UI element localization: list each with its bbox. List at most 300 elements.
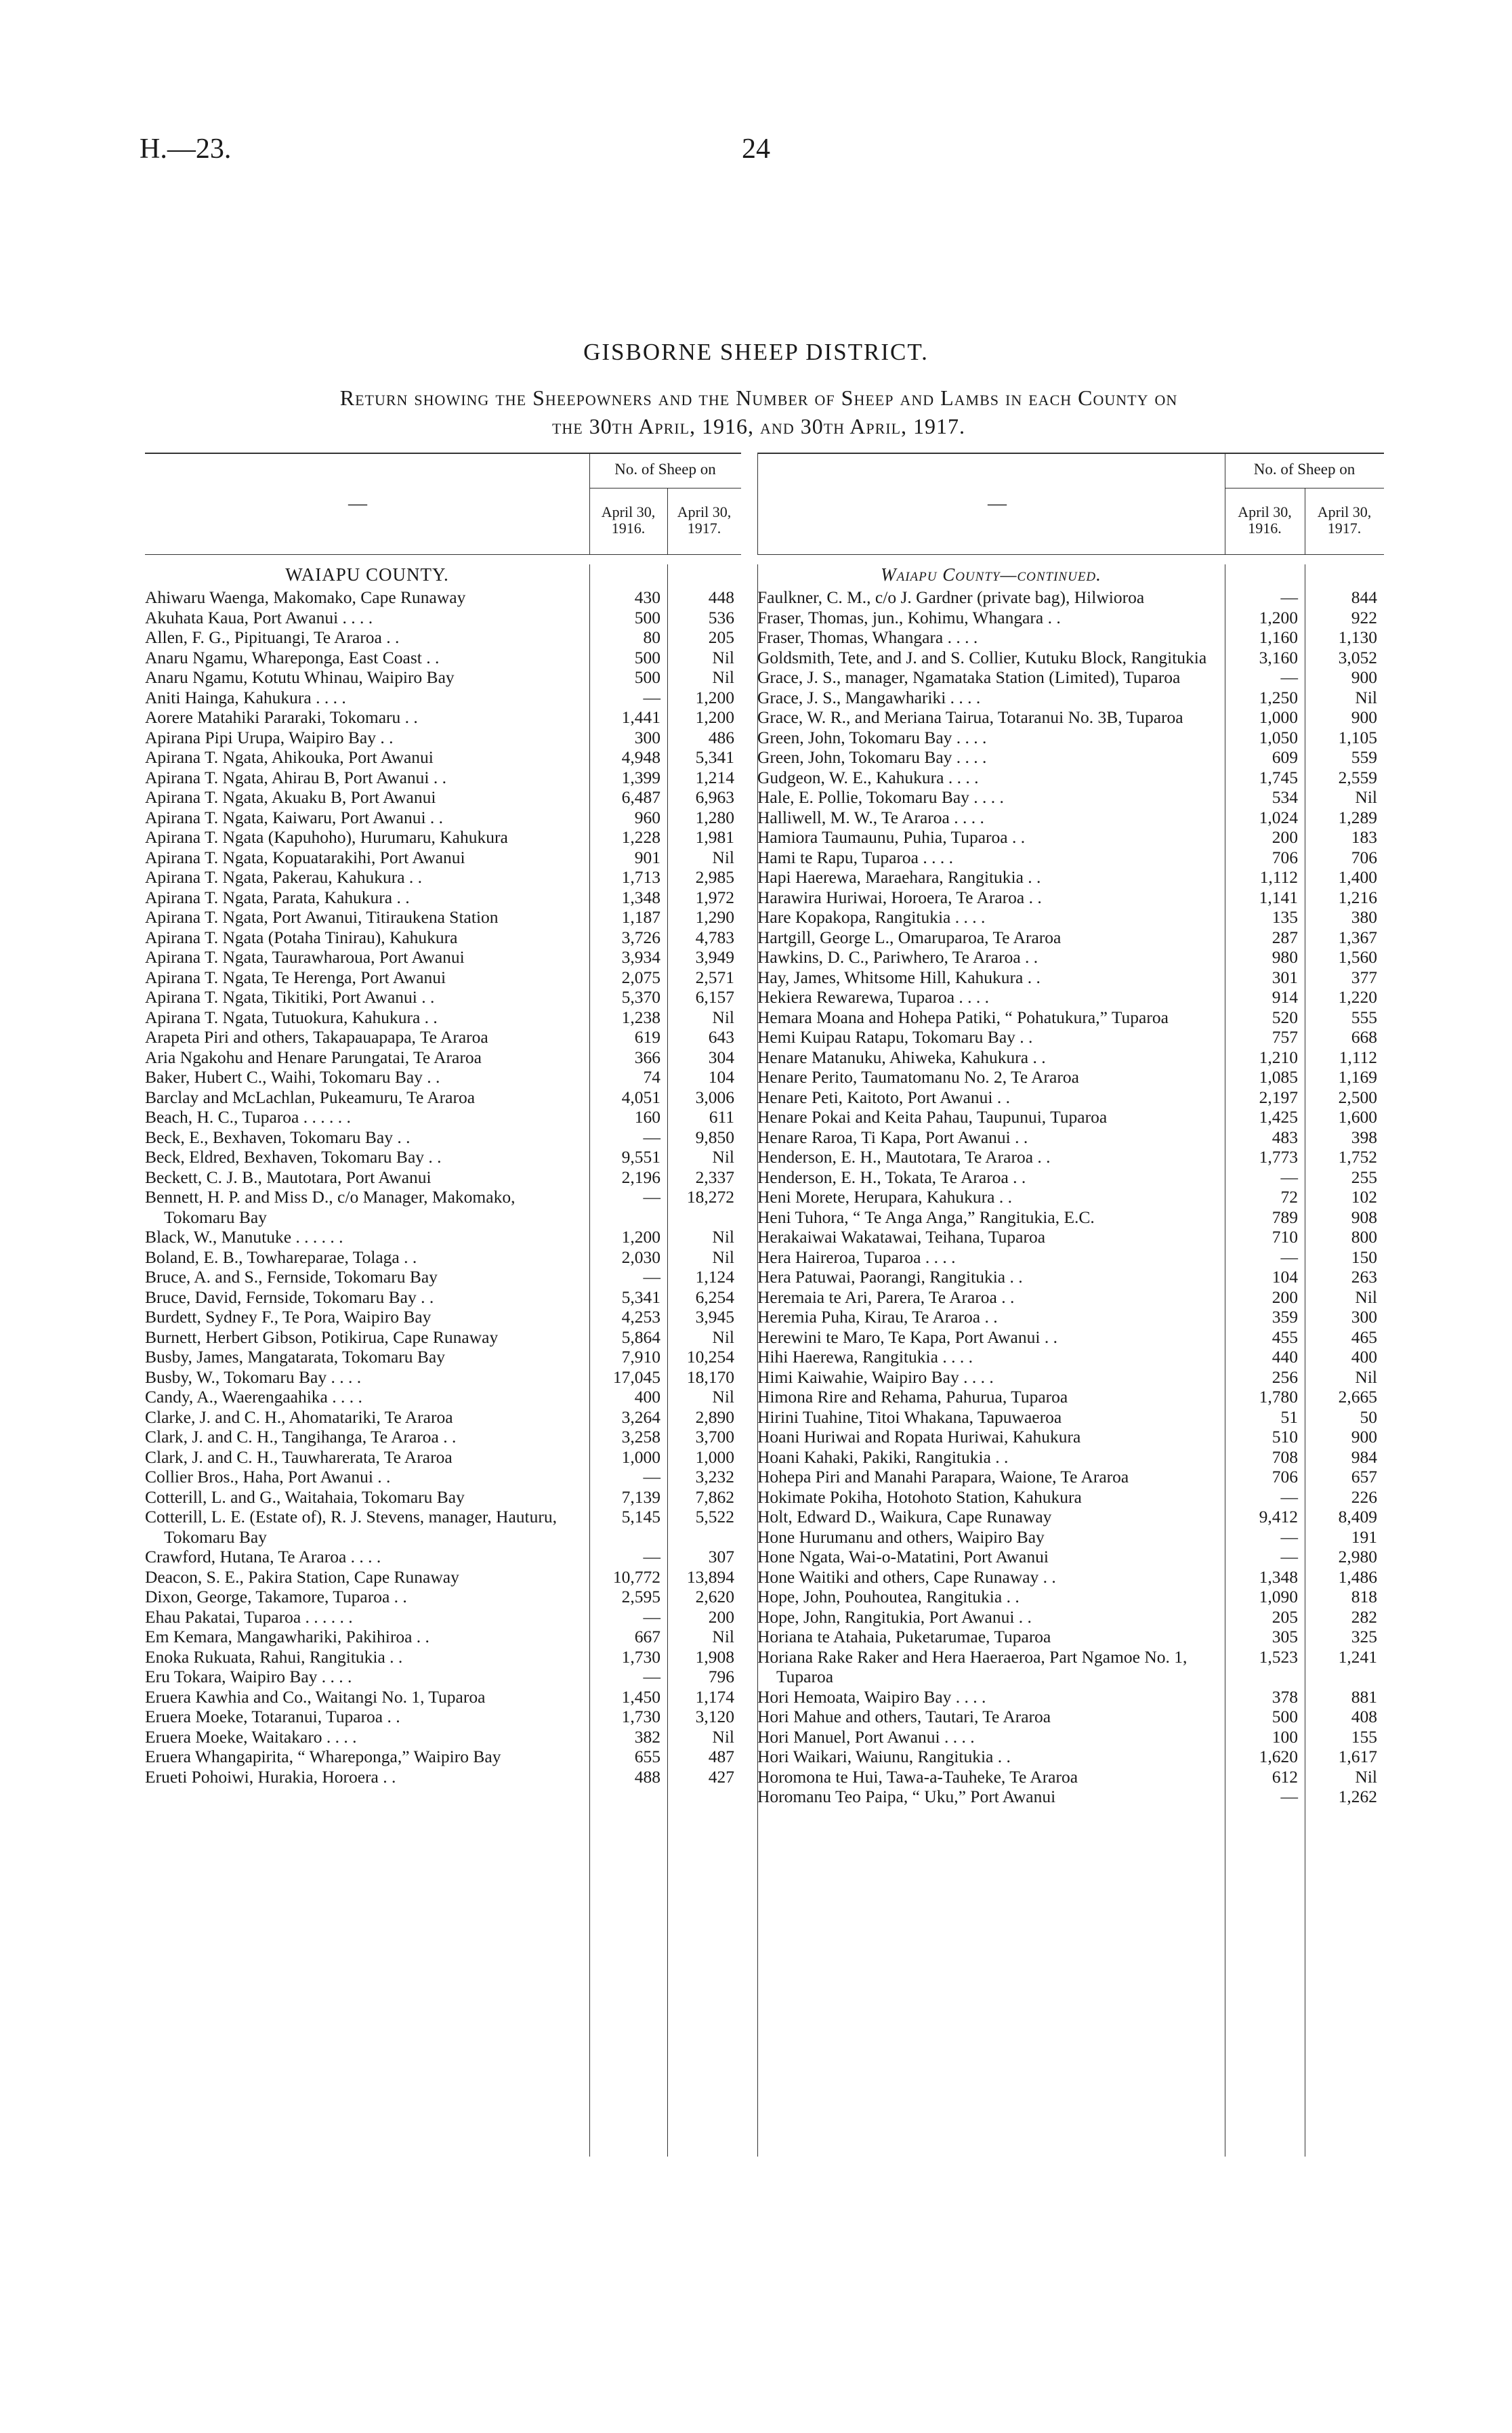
table-row (757, 827, 1384, 848)
sheep-1916: — (1280, 1547, 1298, 1566)
sheep-1916: 1,000 (621, 1447, 660, 1467)
owner-name: Hokimate Pokiha, Hotohoto Station, Kahukura (757, 1486, 1082, 1507)
table-row (757, 1067, 1384, 1087)
sheep-1917: 325 (1351, 1627, 1377, 1646)
sheep-1916: 619 (634, 1027, 660, 1047)
owner-name: Hone Hurumanu and others, Waipiro Bay (757, 1526, 1045, 1547)
table-row (757, 608, 1384, 628)
table-row (757, 768, 1384, 788)
sheep-1916: 366 (634, 1047, 660, 1067)
sheep-1917: 102 (1351, 1187, 1377, 1207)
owner-name: Fraser, Thomas, Whangara . . . . (757, 627, 978, 647)
sheep-1916: 1,441 (621, 707, 660, 727)
sheep-1916: — (643, 1267, 660, 1287)
table-row (145, 1547, 741, 1567)
owner-name: Apirana T. Ngata, Kaiwaru, Port Awanui . . (145, 807, 444, 827)
sheep-1916: 2,075 (621, 967, 660, 987)
sheep-1916: 1,450 (621, 1686, 660, 1707)
sheep-1917: Nil (712, 1227, 734, 1247)
sheep-1917: 255 (1351, 1167, 1377, 1187)
sheep-1917: Nil (712, 1387, 734, 1407)
sheep-1916: 2,197 (1259, 1087, 1298, 1107)
table-row (145, 1227, 741, 1247)
sheep-1916: 72 (1280, 1187, 1298, 1207)
sheep-1916: 430 (634, 587, 660, 607)
sheep-1917: 1,560 (1338, 947, 1377, 967)
owner-name: Hori Waikari, Waiunu, Rangitukia . . (757, 1747, 1011, 1766)
table-row (145, 808, 741, 828)
sheep-1916: 706 (1272, 847, 1298, 867)
table-row (757, 1447, 1384, 1468)
sheep-1916: 1,160 (1259, 627, 1298, 647)
owner-name: Beck, Eldred, Bexhaven, Tokomaru Bay . . (145, 1147, 442, 1167)
sheep-1916: 914 (1272, 987, 1298, 1007)
owner-name: Apirana T. Ngata, Tikitiki, Port Awanui . . (145, 987, 435, 1007)
sheep-1917: 304 (708, 1047, 734, 1067)
sheep-1917: 4,783 (695, 927, 734, 947)
sheep-1917: 8,409 (1338, 1507, 1377, 1526)
sheep-1916: 7,139 (621, 1486, 660, 1507)
table-row (757, 1027, 1384, 1047)
table-row (145, 1107, 741, 1127)
table-row (757, 947, 1384, 968)
page-number: 24 (742, 133, 770, 165)
owner-name: Hope, John, Pouhoutea, Rangitukia . . (757, 1587, 1020, 1606)
owner-name: Enoka Rukuata, Rahui, Rangitukia . . (145, 1646, 403, 1667)
sheep-1917: 1,000 (695, 1447, 734, 1467)
owner-name: Arapeta Piri and others, Takapauapapa, Te Araroa (145, 1027, 488, 1047)
table-row (757, 1047, 1384, 1068)
owner-name: Akuhata Kaua, Port Awanui . . . . (145, 607, 373, 627)
sheep-1917: 408 (1351, 1707, 1377, 1726)
sheep-1917: 536 (708, 607, 734, 627)
table-row (757, 1527, 1384, 1547)
sheep-1916: 359 (1272, 1307, 1298, 1327)
table-row (145, 1067, 741, 1087)
sheep-1916: 1,730 (621, 1646, 660, 1667)
sheep-1917: 1,617 (1338, 1747, 1377, 1766)
owner-name: Heremaia te Ari, Parera, Te Araroa . . (757, 1287, 1015, 1307)
sheep-1917: 1,112 (1339, 1047, 1377, 1067)
sheep-1917: 1,169 (1338, 1067, 1377, 1087)
sheep-1916: 5,370 (621, 987, 660, 1007)
owner-name: Halliwell, M. W., Te Araroa . . . . (757, 807, 984, 827)
table-row (757, 728, 1384, 748)
sheep-1917: Nil (712, 647, 734, 667)
sheep-1917: 796 (708, 1667, 734, 1686)
owner-name: Candy, A., Waerengaahika . . . . (145, 1387, 362, 1407)
owner-name: Grace, W. R., and Meriana Tairua, Totaranui No. 3B, Tuparoa (757, 707, 1183, 727)
sheep-1916: 534 (1272, 787, 1298, 807)
sheep-1917: 1,124 (695, 1267, 734, 1287)
table-row (145, 1247, 741, 1268)
owner-name: Eru Tokara, Waipiro Bay . . . . (145, 1667, 352, 1686)
table-row (757, 987, 1384, 1007)
table-row (145, 1267, 741, 1287)
owner-name: Hori Hemoata, Waipiro Bay . . . . (757, 1686, 986, 1707)
sheep-1916: 205 (1272, 1606, 1298, 1627)
owner-name: Apirana T. Ngata, Ahikouka, Port Awanui (145, 747, 434, 767)
owner-name: Cotterill, L. and G., Waitahaia, Tokomaru Bay (145, 1486, 465, 1507)
table-row (757, 1107, 1384, 1127)
sheep-1917: 2,500 (1338, 1087, 1377, 1107)
col-1917-header: April 30, 1917. (677, 503, 732, 537)
county-heading-continued: Waiapu County—continued. (881, 564, 1101, 585)
sheep-1917: 1,214 (695, 767, 734, 787)
sheep-1916: — (1280, 1526, 1298, 1547)
sheep-1917: 2,571 (695, 967, 734, 987)
owner-name: Clark, J. and C. H., Tangihanga, Te Araroa . . (145, 1427, 457, 1447)
owner-name: Green, John, Tokomaru Bay . . . . (757, 727, 987, 747)
sheep-1916: — (643, 1547, 660, 1566)
owner-name: Hawkins, D. C., Pariwhero, Te Araroa . . (757, 947, 1038, 967)
table-row (145, 968, 741, 988)
sheep-1917: 818 (1351, 1587, 1377, 1606)
sheep-1917: 10,254 (686, 1347, 734, 1367)
sheep-1916: 483 (1272, 1127, 1298, 1147)
table-row (757, 1627, 1384, 1647)
owner-name: Hoani Kahaki, Pakiki, Rangitukia . . (757, 1447, 1009, 1467)
table-row (757, 968, 1384, 988)
owner-name: Burdett, Sydney F., Te Pora, Waipiro Bay (145, 1307, 432, 1327)
owner-name: Apirana T. Ngata (Potaha Tinirau), Kahukura (145, 927, 458, 947)
page-subtitle (135, 383, 1382, 440)
owner-name: Baker, Hubert C., Waihi, Tokomaru Bay . . (145, 1067, 440, 1087)
owner-name: Hamiora Taumaunu, Puhia, Tuparoa . . (757, 827, 1026, 847)
table-row (145, 627, 741, 648)
table-row (757, 1227, 1384, 1247)
table-row (757, 707, 1384, 728)
table-row (145, 1007, 741, 1028)
sheep-1916: — (1280, 1787, 1298, 1806)
owner-column-header: — (348, 493, 367, 514)
sheep-1917: 2,620 (695, 1587, 734, 1606)
sheep-1917: 400 (1351, 1347, 1377, 1367)
owner-name: Bruce, David, Fernside, Tokomaru Bay . . (145, 1287, 434, 1307)
table-row (145, 1427, 741, 1447)
left-rows (145, 587, 741, 1787)
sheep-1917: 6,157 (695, 987, 734, 1007)
sheep-1917: 706 (1351, 847, 1377, 867)
sheep-1917: 5,341 (695, 747, 734, 767)
sheep-1917: 1,752 (1338, 1147, 1377, 1167)
owner-name: Aorere Matahiki Pararaki, Tokomaru . . (145, 707, 418, 727)
table-row (145, 888, 741, 908)
owner-name: Apirana T. Ngata (Kapuhoho), Hurumaru, Kahukura (145, 827, 508, 847)
sheep-1917: 486 (708, 727, 734, 747)
sheep-1916: 1,228 (621, 827, 660, 847)
table-row (145, 1627, 741, 1647)
owner-name: Henderson, E. H., Tokata, Te Araroa . . (757, 1167, 1026, 1187)
table-row (757, 1767, 1384, 1787)
owner-name: Busby, James, Mangatarata, Tokomaru Bay (145, 1347, 445, 1367)
owner-name: Anaru Ngamu, Whareponga, East Coast . . (145, 647, 440, 667)
owner-name: Green, John, Tokomaru Bay . . . . (757, 747, 987, 767)
owner-name: Eruera Moeke, Totaranui, Tuparoa . . (145, 1707, 400, 1726)
owner-name: Horomanu Teo Paipa, “ Uku,” Port Awanui (757, 1787, 1056, 1806)
sheep-count-group-header: No. of Sheep on (614, 461, 716, 478)
table-row (757, 1547, 1384, 1567)
table-row (145, 688, 741, 708)
table-row (145, 728, 741, 748)
sheep-1917: 1,289 (1338, 807, 1377, 827)
sheep-1916: 1,050 (1259, 727, 1298, 747)
sheep-1917: 13,894 (686, 1566, 734, 1587)
owner-name: Grace, J. S., manager, Ngamataka Station (Limited), Tuparoa (757, 667, 1181, 687)
table-row (757, 1007, 1384, 1028)
table-row (757, 1087, 1384, 1108)
owner-name: Apirana T. Ngata, Kopuatarakihi, Port Awanui (145, 847, 465, 867)
sheep-1916: 1,085 (1259, 1067, 1298, 1087)
sheep-1916: 1,141 (1259, 887, 1298, 907)
table-row (145, 1187, 741, 1227)
sheep-1916: 74 (643, 1067, 660, 1087)
sheep-1916: 1,187 (621, 907, 660, 927)
owner-name: Hoani Huriwai and Ropata Huriwai, Kahukura (757, 1427, 1081, 1447)
sheep-1916: — (643, 1127, 660, 1147)
sheep-1917: 3,052 (1338, 647, 1377, 667)
sheep-1917: 50 (1360, 1407, 1377, 1427)
sheep-1917: 1,220 (1338, 987, 1377, 1007)
owner-name: Holt, Edward D., Waikura, Cape Runaway (757, 1507, 1052, 1526)
sheep-1916: 500 (1272, 1707, 1298, 1726)
table-row (757, 1487, 1384, 1507)
owner-name: Hera Haireroa, Tuparoa . . . . (757, 1247, 956, 1267)
table-row (757, 1367, 1384, 1388)
sheep-1916: — (1280, 1167, 1298, 1187)
owner-name: Horiana Rake Raker and Hera Haeraeroa, Part Ngamoe No. 1, Tuparoa (757, 1646, 1188, 1686)
owner-name: Hemi Kuipau Ratapu, Tokomaru Bay . . (757, 1027, 1033, 1047)
sheep-1917: 900 (1351, 667, 1377, 687)
sheep-1917: 1,130 (1338, 627, 1377, 647)
sheep-1916: 1,348 (1259, 1566, 1298, 1587)
table-row (757, 1387, 1384, 1407)
owner-name: Eruera Whangapirita, “ Whareponga,” Waipiro Bay (145, 1747, 501, 1766)
owner-name: Gudgeon, W. E., Kahukura . . . . (757, 767, 979, 787)
sheep-1917: 1,908 (695, 1646, 734, 1667)
sheep-1917: 3,232 (695, 1467, 734, 1486)
table-row (145, 1707, 741, 1727)
sheep-1917: 668 (1351, 1027, 1377, 1047)
sheep-1916: 1,210 (1259, 1047, 1298, 1067)
sheep-1917: 3,700 (695, 1427, 734, 1447)
sheep-1917: 984 (1351, 1447, 1377, 1467)
table-row (145, 1387, 741, 1407)
table-row (145, 1607, 741, 1627)
owner-name: Apirana T. Ngata, Te Herenga, Port Awanui (145, 967, 446, 987)
left-table-header (145, 453, 741, 555)
owner-name: Apirana T. Ngata, Tutuokura, Kahukura . . (145, 1007, 438, 1027)
table-row (145, 1327, 741, 1348)
sheep-1917: 1,216 (1338, 887, 1377, 907)
owner-name: Henderson, E. H., Mautotara, Te Araroa . . (757, 1147, 1051, 1167)
sheep-1916: 1,112 (1259, 867, 1298, 887)
table-row (145, 747, 741, 768)
table-row (757, 1647, 1384, 1687)
sheep-1916: — (643, 1667, 660, 1686)
sheep-1916: 2,595 (621, 1587, 660, 1606)
table-row (757, 1167, 1384, 1188)
sheep-1916: 500 (634, 647, 660, 667)
sheep-1917: 307 (708, 1547, 734, 1566)
left-table-body (145, 564, 741, 2157)
owner-name: Hekiera Rewarewa, Tuparoa . . . . (757, 987, 990, 1007)
sheep-1916: 980 (1272, 947, 1298, 967)
owner-name: Hope, John, Rangitukia, Port Awanui . . (757, 1606, 1032, 1627)
right-rows (757, 587, 1384, 1807)
table-row (145, 768, 741, 788)
owner-name: Hone Waitiki and others, Cape Runaway . . (757, 1566, 1056, 1587)
sheep-1916: 3,258 (621, 1427, 660, 1447)
sheep-1917: 1,241 (1338, 1646, 1377, 1667)
sheep-1916: 1,620 (1259, 1747, 1298, 1766)
table-row (757, 1787, 1384, 1807)
owner-name: Hone Ngata, Wai-o-Matatini, Port Awanui (757, 1547, 1049, 1566)
owner-name: Apirana T. Ngata, Ahirau B, Port Awanui . . (145, 767, 447, 787)
table-row (145, 648, 741, 668)
sheep-1916: 200 (1272, 827, 1298, 847)
sheep-1916: 7,910 (621, 1347, 660, 1367)
owner-name: Cotterill, L. E. (Estate of), R. J. Stevens, manager, Hauturu, Tokomaru Bay (145, 1507, 558, 1547)
sheep-1917: 900 (1351, 1427, 1377, 1447)
owner-name: Goldsmith, Tete, and J. and S. Collier, Kutuku Block, Rangitukia (757, 647, 1207, 667)
sheep-1917: 3,006 (695, 1087, 734, 1107)
sheep-1917: 1,972 (695, 887, 734, 907)
sheep-1916: 1,399 (621, 767, 660, 787)
table-row (145, 1347, 741, 1367)
owner-name: Beck, E., Bexhaven, Tokomaru Bay . . (145, 1127, 411, 1147)
sheep-1916: 382 (634, 1726, 660, 1747)
sheep-1917: 226 (1351, 1486, 1377, 1507)
owner-name: Crawford, Hutana, Te Araroa . . . . (145, 1547, 381, 1566)
sheep-1917: 555 (1351, 1007, 1377, 1027)
sheep-1916: 3,726 (621, 927, 660, 947)
owner-name: Allen, F. G., Pipituangi, Te Araroa . . (145, 627, 400, 647)
table-row (757, 1427, 1384, 1447)
owner-name: Hori Manuel, Port Awanui . . . . (757, 1726, 975, 1747)
sheep-1916: 1,090 (1259, 1587, 1298, 1606)
table-row (145, 1507, 741, 1547)
owner-name: Ahiwaru Waenga, Makomako, Cape Runaway (145, 587, 466, 607)
owner-name: Aniti Hainga, Kahukura . . . . (145, 687, 346, 707)
sheep-1916: 1,523 (1259, 1646, 1298, 1667)
table-row (757, 1267, 1384, 1287)
table-row (145, 867, 741, 888)
sheep-1916: 960 (634, 807, 660, 827)
sheep-1916: 287 (1272, 927, 1298, 947)
sheep-1917: 487 (708, 1747, 734, 1766)
table-row (145, 1687, 741, 1707)
table-row (145, 1467, 741, 1487)
sheep-1917: 2,980 (1338, 1547, 1377, 1566)
county-heading: WAIAPU COUNTY. (285, 564, 449, 585)
sheep-1916: 655 (634, 1747, 660, 1766)
sheep-1917: 6,254 (695, 1287, 734, 1307)
sheep-1917: 465 (1351, 1327, 1377, 1347)
sheep-1916: 1,425 (1259, 1107, 1298, 1127)
owner-name: Hare Kopakopa, Rangitukia . . . . (757, 907, 986, 927)
table-row (145, 1287, 741, 1308)
table-row (145, 1087, 741, 1108)
owner-name: Bennett, H. P. and Miss D., c/o Manager, Makomako, Tokomaru Bay (145, 1187, 516, 1227)
table-row (757, 1467, 1384, 1487)
sheep-1917: 150 (1351, 1247, 1377, 1267)
owner-name: Eruera Kawhia and Co., Waitangi No. 1, Tuparoa (145, 1686, 486, 1707)
sheep-count-group-header-right: No. of Sheep on (1253, 461, 1356, 478)
owner-name: Henare Matanuku, Ahiweka, Kahukura . . (757, 1047, 1046, 1067)
owner-name: Heni Morete, Herupara, Kahukura . . (757, 1187, 1012, 1207)
sheep-1917: 427 (708, 1766, 734, 1787)
sheep-1917: 398 (1351, 1127, 1377, 1147)
sheep-1916: 1,024 (1259, 807, 1298, 827)
table-row (757, 888, 1384, 908)
table-row (757, 1407, 1384, 1428)
sheep-1917: 2,890 (695, 1407, 734, 1427)
sheep-1916: 708 (1272, 1447, 1298, 1467)
table-row (757, 1247, 1384, 1268)
sheep-1916: 520 (1272, 1007, 1298, 1027)
sheep-1917: 155 (1351, 1726, 1377, 1747)
table-row (757, 1507, 1384, 1527)
sheep-1916: 301 (1272, 967, 1298, 987)
sheep-1917: 183 (1351, 827, 1377, 847)
sheep-1917: Nil (1355, 1367, 1377, 1387)
sheep-1916: 455 (1272, 1327, 1298, 1347)
owner-name: Anaru Ngamu, Kotutu Whinau, Waipiro Bay (145, 667, 455, 687)
sheep-1917: 1,105 (1338, 727, 1377, 747)
sheep-1917: 3,949 (695, 947, 734, 967)
table-row (757, 1307, 1384, 1327)
table-row (145, 608, 741, 628)
table-row (145, 1667, 741, 1687)
sheep-1917: Nil (1355, 787, 1377, 807)
owner-name: Hohepa Piri and Manahi Parapara, Waione, Te Araroa (757, 1467, 1129, 1486)
sheep-1916: 1,348 (621, 887, 660, 907)
owner-name: Hihi Haerewa, Rangitukia . . . . (757, 1347, 973, 1367)
table-row (145, 1027, 741, 1047)
owner-name: Hori Mahue and others, Tautari, Te Araroa (757, 1707, 1051, 1726)
owner-name: Deacon, S. E., Pakira Station, Cape Runaway (145, 1566, 459, 1587)
table-row (145, 1767, 741, 1787)
owner-name: Eruera Moeke, Waitakaro . . . . (145, 1726, 357, 1747)
table-row (145, 907, 741, 928)
owner-name: Clarke, J. and C. H., Ahomatariki, Te Araroa (145, 1407, 453, 1427)
sheep-1917: 657 (1351, 1467, 1377, 1486)
sheep-1916: 104 (1272, 1267, 1298, 1287)
sheep-1917: 1,400 (1338, 867, 1377, 887)
sheep-1917: 800 (1351, 1227, 1377, 1247)
sheep-1916: 160 (634, 1107, 660, 1127)
sheep-1917: 7,862 (695, 1486, 734, 1507)
sheep-1917: 448 (708, 587, 734, 607)
table-row (757, 1327, 1384, 1348)
table-row (145, 848, 741, 868)
sheep-1917: 9,850 (695, 1127, 734, 1147)
sheep-1917: 380 (1351, 907, 1377, 927)
right-table-body (757, 564, 1384, 2157)
owner-name: Heni Tuhora, “ Te Anga Anga,” Rangitukia, E.C. (757, 1207, 1095, 1227)
subtitle-line-2: the 30th April, 1916, and 30th April, 1917. (551, 414, 966, 438)
sheep-1917: 1,600 (1338, 1107, 1377, 1127)
table-row (757, 808, 1384, 828)
sheep-1916: 400 (634, 1387, 660, 1407)
table-row (757, 848, 1384, 868)
sheep-1917: 908 (1351, 1207, 1377, 1227)
owner-name: Henare Raroa, Ti Kapa, Port Awanui . . (757, 1127, 1028, 1147)
left-table (145, 453, 741, 2157)
table-row (757, 907, 1384, 928)
owner-name: Ehau Pakatai, Tuparoa . . . . . . (145, 1606, 353, 1627)
